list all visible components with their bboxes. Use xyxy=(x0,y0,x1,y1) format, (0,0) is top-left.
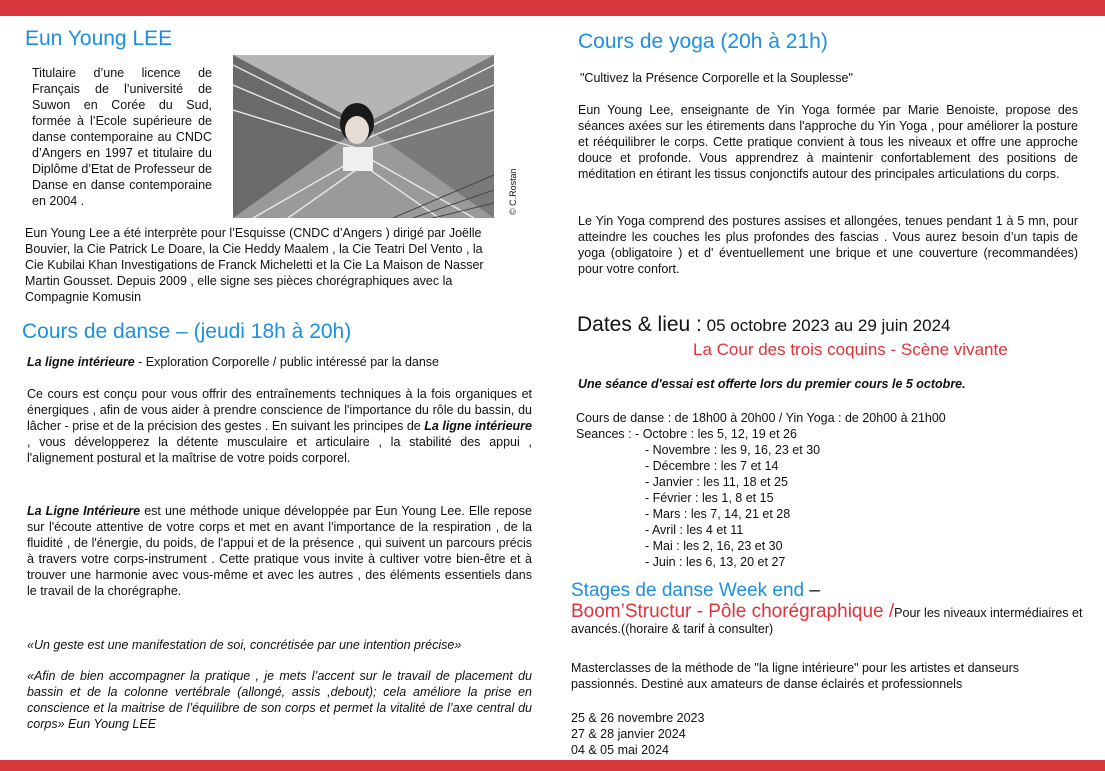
month-item: - Avril : les 4 et 11 xyxy=(645,523,744,537)
quote-1: «Un geste est une manifestation de soi, concrétisée par une intention précise» xyxy=(27,638,462,652)
month-item: - Février : les 1, 8 et 15 xyxy=(645,491,774,505)
month-item: - Janvier : les 11, 18 et 25 xyxy=(645,475,788,489)
dance-paragraph-2 xyxy=(27,503,532,599)
boom-levels: Pour les niveaux intermédiaires et avancés.((horaire & tarif à consulter) xyxy=(571,606,1083,636)
lee-heading: Eun Young LEE xyxy=(25,27,173,50)
yoga-paragraph-2: Le Yin Yoga comprend des postures assises et allongées, tenues pendant 1 à 5 mn, pour atteindre les couches les plus profondes des fascias . Vous aurez besoin d’un tapis de yoga (obligatoire ) et d' éventuellement une brique et une couverture (recommandées) pour votre confort. xyxy=(578,214,1078,276)
ligne-label: La ligne intérieure xyxy=(27,355,135,369)
month-item: - Mars : les 7, 14, 21 et 28 xyxy=(645,507,791,521)
lee-career: Eun Young Lee a été interprète pour l’Esquisse (CNDC d’Angers ) dirigé par Joëlle Bouvier, la Cie Patrick Le Doare, la Cie Heddy Maalem , la Cie Teatri Del Vento , la Cie Kubilai Khan Investigations de Franck Micheletti et la Cie La Maison de Nasser Martin Gousset. Depuis 2009 , elle signe ses pièces chorégraphiques avec la Compagnie Komusin xyxy=(25,226,484,304)
dance-p2-ligne: La Ligne Intérieure xyxy=(27,504,141,518)
bottom-bar xyxy=(0,760,1105,771)
stage-date: 27 & 28 janvier 2024 xyxy=(571,727,686,741)
dates-label: Dates & lieu : xyxy=(577,313,702,336)
quote-2: «Afin de bien accompagner la pratique , je mets l’accent sur le travail de placement du bassin et de la colonne vertébrale (allongé, assis ,debout); cela améliore la prise en conscience et la maitrise de l’équilibre de son corps et permet la vitalité de l’axe central du corps» Eun Young LEE xyxy=(27,669,532,731)
seances-list xyxy=(576,426,1026,570)
top-bar xyxy=(0,0,1105,16)
dance-paragraph-1 xyxy=(27,386,532,466)
month-item: - Décembre : les 7 et 14 xyxy=(645,459,779,473)
ligne-sub-text: - Exploration Corporelle / public intéressé par la danse xyxy=(134,355,439,369)
dance-heading: Cours de danse – (jeudi 18h à 20h) xyxy=(22,320,352,343)
photo-credit: © C.Rostan xyxy=(508,168,518,215)
stage-dates xyxy=(571,710,704,758)
dates-range: 05 octobre 2023 au 29 juin 2024 xyxy=(701,316,951,335)
masterclass-text: Masterclasses de la méthode de "la ligne intérieure" pour les artistes et danseurs passionnés. Destiné aux amateurs de danse éclairés et professionnels xyxy=(571,661,1019,691)
dance-p1-b: , vous développerez la détente musculaire et articulaire , la stabilité des appui , l'alignement postural et la maîtrise de votre poids corporel. xyxy=(27,435,532,465)
month-item: - Mai : les 2, 16, 23 et 30 xyxy=(645,539,783,553)
schedule: Cours de danse : de 18h00 à 20h00 / Yin Yoga : de 20h00 à 21h00 xyxy=(576,411,946,425)
month-list xyxy=(645,442,1026,570)
venue: La Cour des trois coquins - Scène vivante xyxy=(693,340,1008,359)
yoga-tagline: "Cultivez la Présence Corporelle et la Souplesse" xyxy=(580,71,853,85)
dates-heading xyxy=(577,313,951,337)
stage-date: 25 & 26 novembre 2023 xyxy=(571,711,705,725)
month-item: - Novembre : les 9, 16, 23 et 30 xyxy=(645,443,821,457)
stages-dash: – xyxy=(804,580,820,601)
month-item: - Juin : les 6, 13, 20 et 27 xyxy=(645,555,786,569)
boom-structur xyxy=(571,601,1091,637)
dancer-photo-graphic xyxy=(233,55,494,218)
stage-date: 04 & 05 mai 2024 xyxy=(571,743,669,757)
seances-first: Seances : - Octobre : les 5, 12, 19 et 26 xyxy=(576,427,797,441)
yoga-heading: Cours de yoga (20h à 21h) xyxy=(578,30,828,53)
yoga-paragraph-1: Eun Young Lee, enseignante de Yin Yoga formée par Marie Benoiste, propose des séances axées sur les étirements dans l'approche du Yin Yoga , pour améliorer la posture et rééquilibrer le corps. Cette pratique convient à tous les niveaux et offre une approche douce et profonde. Vous apprendrez à maintenir confortablement des positions de méditation en étirant les tissus conjonctifs autour des principales articulations du corps. xyxy=(578,103,1078,181)
dance-p2-text: est une méthode unique développée par Eun Young Lee. Elle repose sur l'écoute attentive de votre corps et met en avant l'importance de la respiration , de la fluidité , de l'énergie, du poids, de l'appui et de la présence , qui suivent un parcours précis à travers votre corps-instrument . Cette pratique vous invite à cultiver votre bien-être et à trouver une harmonie avec vous-même et avec les autres , des éléments essentiels dans le travail de la chorégraphe. xyxy=(27,504,532,598)
boom-title: Boom’Structur - Pôle chorégraphique / xyxy=(571,601,895,622)
dancer-photo xyxy=(233,55,494,218)
ligne-subtitle xyxy=(27,354,527,370)
stages-title: Stages de danse Week end xyxy=(571,580,805,601)
dance-p1-a: Ce cours est conçu pour vous offrir des entraînements techniques à la fois organiques et énergiques , afin de vous aider à prendre conscience de l'importance du rôle du bassin, du lâcher - prise et de la précision des gestes . En suivant les principes de xyxy=(27,387,532,433)
lee-bio: Titulaire d’une licence de Français de l’université de Suwon en Corée du Sud, formée à l’Ecole supérieure de danse contemporaine au CNDC d’Angers en 1997 et titulaire du Diplôme d’Etat de Professeur de Danse en danse contemporaine en 2004 . xyxy=(32,66,212,208)
trial-offer: Une séance d'essai est offerte lors du premier cours le 5 octobre. xyxy=(578,377,966,391)
dance-p1-ligne: La ligne intérieure xyxy=(424,419,532,433)
stages-heading xyxy=(571,580,820,602)
